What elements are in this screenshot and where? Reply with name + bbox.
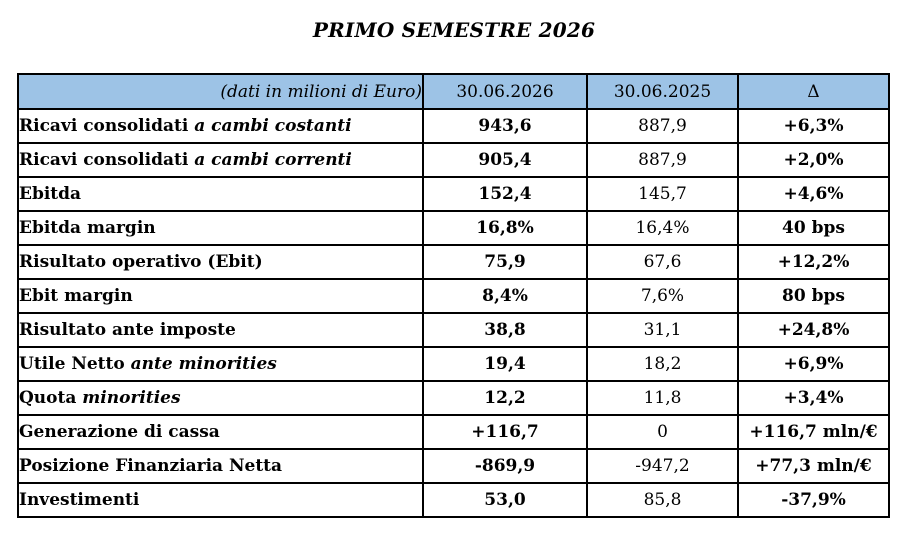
row-label-text: Risultato ante imposte — [19, 320, 236, 340]
row-label — [18, 449, 423, 483]
row-label — [18, 143, 423, 177]
value-delta: -37,9% — [738, 483, 889, 517]
row-label — [18, 177, 423, 211]
row-label-text: Ricavi consolidati — [19, 116, 195, 136]
table-row — [18, 347, 889, 381]
value-previous: -947,2 — [587, 449, 738, 483]
value-delta: +77,3 mln/€ — [738, 449, 889, 483]
results-table — [17, 73, 890, 518]
value-delta: +2,0% — [738, 143, 889, 177]
row-label — [18, 245, 423, 279]
value-current: 75,9 — [423, 245, 587, 279]
row-label-text: Posizione Finanziaria Netta — [19, 456, 283, 476]
value-delta: 80 bps — [738, 279, 889, 313]
table-header-row — [18, 74, 889, 109]
row-label — [18, 381, 423, 415]
value-current: 53,0 — [423, 483, 587, 517]
value-previous: 18,2 — [587, 347, 738, 381]
value-delta: +4,6% — [738, 177, 889, 211]
value-delta: 40 bps — [738, 211, 889, 245]
row-label-text: Ebitda — [19, 184, 82, 204]
table-row — [18, 279, 889, 313]
value-delta: +116,7 mln/€ — [738, 415, 889, 449]
row-label-text: Quota — [19, 388, 83, 408]
row-label-text: Ricavi consolidati — [19, 150, 195, 170]
value-previous: 31,1 — [587, 313, 738, 347]
value-previous: 67,6 — [587, 245, 738, 279]
value-current: 16,8% — [423, 211, 587, 245]
header-previous-period: 30.06.2025 — [587, 74, 738, 109]
table-row — [18, 109, 889, 143]
value-current: -869,9 — [423, 449, 587, 483]
row-label-italic-text: ante minorities — [130, 354, 277, 374]
row-label-text: Risultato operativo (Ebit) — [19, 252, 263, 272]
table-row — [18, 483, 889, 517]
row-label-italic-text: minorities — [82, 388, 181, 408]
value-previous: 0 — [587, 415, 738, 449]
value-previous: 7,6% — [587, 279, 738, 313]
header-current-period: 30.06.2026 — [423, 74, 587, 109]
row-label-text: Utile Netto — [19, 354, 131, 374]
value-delta: +6,9% — [738, 347, 889, 381]
header-delta: Δ — [738, 74, 889, 109]
value-previous: 11,8 — [587, 381, 738, 415]
row-label-text: Investimenti — [19, 490, 140, 510]
value-current: +116,7 — [423, 415, 587, 449]
value-previous: 145,7 — [587, 177, 738, 211]
value-current: 38,8 — [423, 313, 587, 347]
table-row — [18, 143, 889, 177]
value-current: 905,4 — [423, 143, 587, 177]
value-previous: 887,9 — [587, 109, 738, 143]
table-row — [18, 245, 889, 279]
value-previous: 16,4% — [587, 211, 738, 245]
value-previous: 887,9 — [587, 143, 738, 177]
row-label — [18, 109, 423, 143]
row-label — [18, 313, 423, 347]
value-current: 19,4 — [423, 347, 587, 381]
header-units-label: (dati in milioni di Euro) — [18, 74, 423, 109]
value-delta: +12,2% — [738, 245, 889, 279]
table-row — [18, 313, 889, 347]
page-title: PRIMO SEMESTRE 2026 — [312, 18, 596, 42]
row-label-italic-text: a cambi costanti — [194, 116, 352, 136]
row-label-text: Generazione di cassa — [19, 422, 220, 442]
row-label-italic-text: a cambi correnti — [194, 150, 352, 170]
row-label — [18, 211, 423, 245]
value-current: 12,2 — [423, 381, 587, 415]
value-delta: +3,4% — [738, 381, 889, 415]
table-row — [18, 449, 889, 483]
row-label — [18, 279, 423, 313]
table-row — [18, 177, 889, 211]
value-previous: 85,8 — [587, 483, 738, 517]
table-body — [18, 109, 889, 517]
table-row — [18, 415, 889, 449]
table-row — [18, 381, 889, 415]
value-delta: +24,8% — [738, 313, 889, 347]
row-label — [18, 415, 423, 449]
row-label — [18, 483, 423, 517]
row-label-text: Ebit margin — [19, 286, 133, 306]
value-delta: +6,3% — [738, 109, 889, 143]
value-current: 943,6 — [423, 109, 587, 143]
row-label-text: Ebitda margin — [19, 218, 156, 238]
value-current: 8,4% — [423, 279, 587, 313]
table-row — [18, 211, 889, 245]
row-label — [18, 347, 423, 381]
value-current: 152,4 — [423, 177, 587, 211]
